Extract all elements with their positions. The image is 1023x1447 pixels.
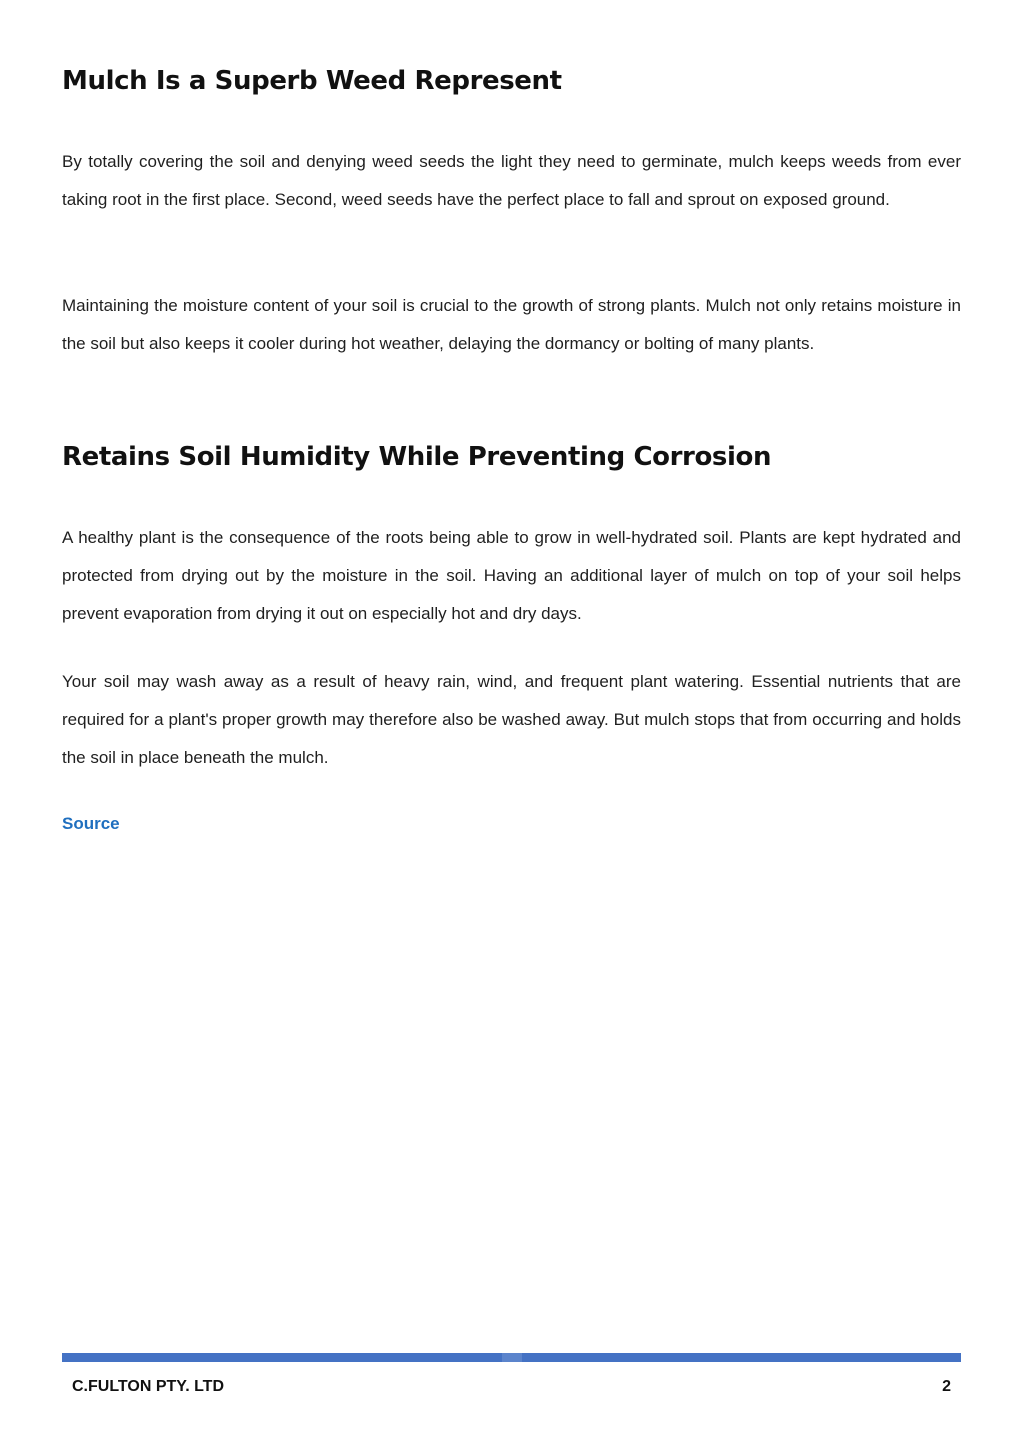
footer-divider (62, 1353, 961, 1362)
footer-page-number: 2 (942, 1378, 951, 1395)
footer-divider-notch (502, 1353, 522, 1362)
paragraph-humidity-1: A healthy plant is the consequence of the roots being able to grow in well-hydrated soil. Plants are kept hydrated and protected from drying out by the moisture in the soil. Having an additional layer of mulch on top of your soil helps prevent evaporation from drying it out on especially hot and dry days. (62, 528, 961, 623)
footer-company-name: C.FULTON PTY. LTD (72, 1378, 224, 1395)
source-link[interactable]: Source (62, 814, 120, 833)
paragraph-weed-2: Maintaining the moisture content of your soil is crucial to the growth of strong plants. Mulch not only retains moisture in the soil but also keeps it cooler during hot weather, delaying the dormancy or bolting of many plants. (62, 296, 961, 353)
paragraph-humidity-2: Your soil may wash away as a result of heavy rain, wind, and frequent plant watering. Essential nutrients that are required for a plant's proper growth may therefore also be washed away. But mulch stops that from occurring and holds the soil in place beneath the mulch. (62, 672, 961, 767)
section-heading-humidity: Retains Soil Humidity While Preventing Corrosion (62, 442, 772, 472)
section-heading-weed: Mulch Is a Superb Weed Represent (62, 66, 562, 96)
paragraph-weed-1: By totally covering the soil and denying weed seeds the light they need to germinate, mulch keeps weeds from ever taking root in the first place. Second, weed seeds have the perfect place to fall and sprout on exposed ground. (62, 152, 961, 209)
